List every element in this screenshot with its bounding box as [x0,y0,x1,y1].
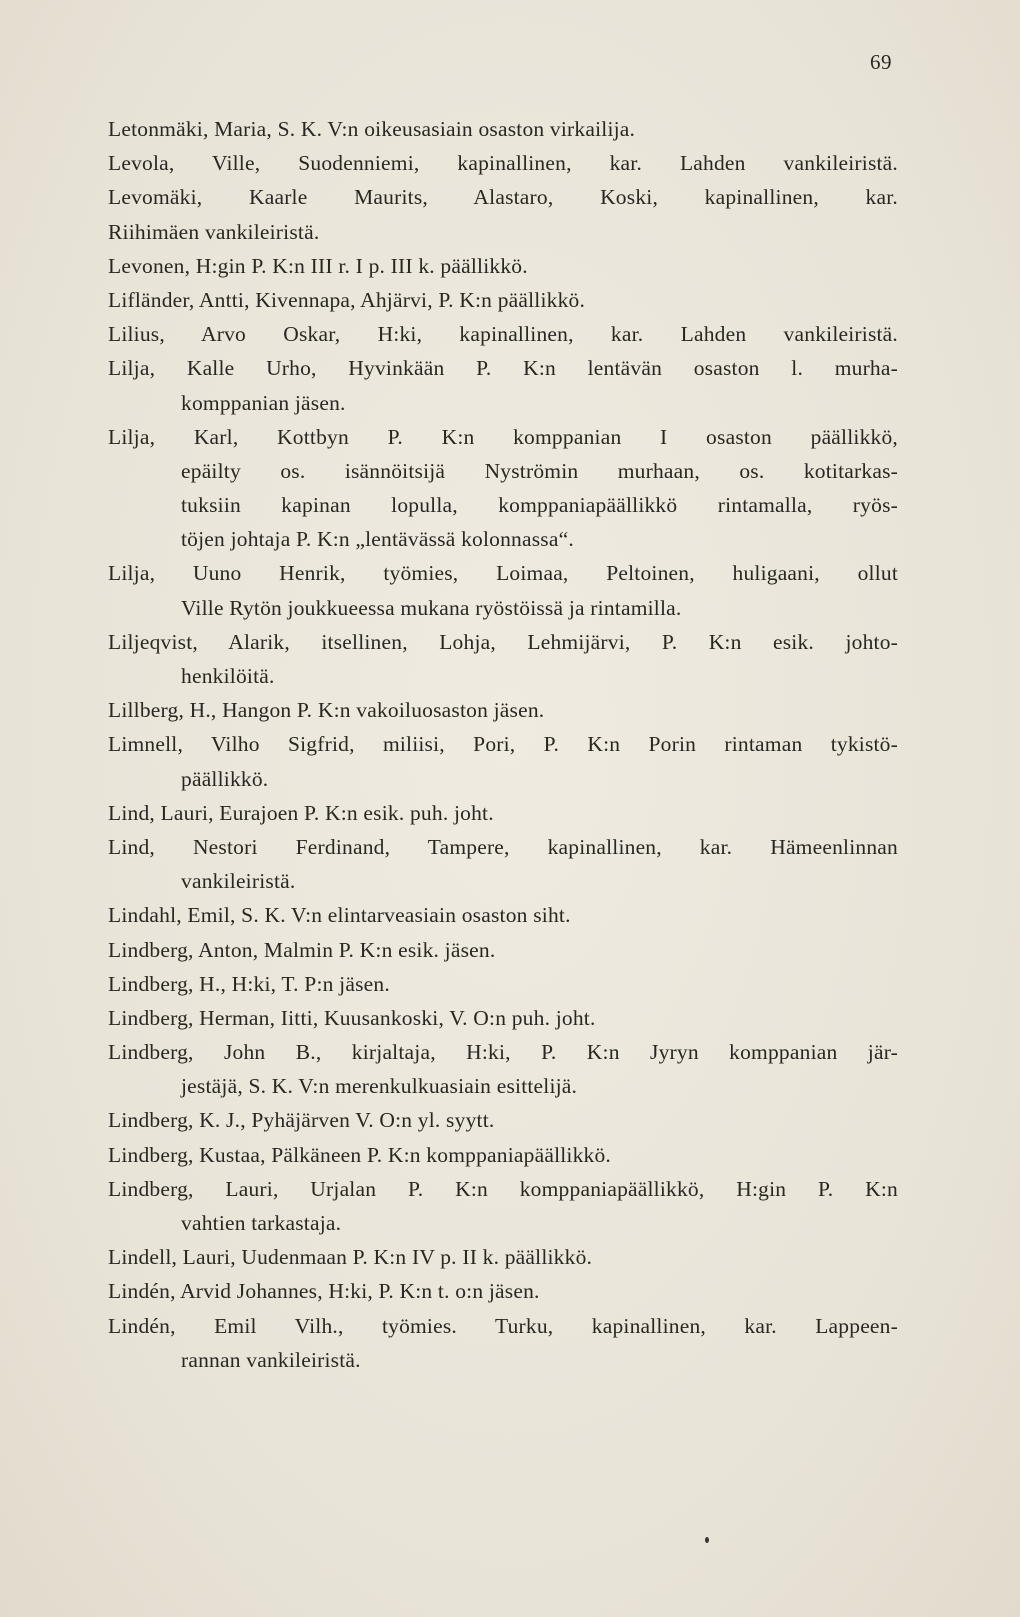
entry-line: Lindberg, H., H:ki, T. P:n jäsen. [108,971,390,996]
entry-line: Liljeqvist, Alarik, itsellinen, Lohja, Lehmijärvi, P. K:n esik. johto- [108,629,898,654]
print-speck [705,1537,709,1543]
entry-continuation-line: rannan vankileiristä. [181,1347,361,1372]
entry-continuation-line: henkilöitä. [181,664,275,688]
entry-continuation-line: jestäjä, S. K. V:n merenkulkuasiain esittelijä. [181,1074,578,1099]
entry-line: Levomäki, Kaarle Maurits, Alastaro, Koski, kapinallinen, kar. [108,185,898,210]
entry-line: Letonmäki, Maria, S. K. V:n oikeusasiain osaston virkailija. [108,117,636,141]
entry-line: Lindberg, Lauri, Urjalan P. K:n komppaniapäällikkö, H:gin P. K:n [108,1176,898,1201]
entry-continuation-line: vankileiristä. [181,869,296,894]
entry-line: Lindberg, Kustaa, Pälkäneen P. K:n komppaniapäällikkö. [108,1142,612,1167]
entry-line: Limnell, Vilho Sigfrid, miliisi, Pori, P. K:n Porin rintaman tykistö- [108,732,898,757]
entry-line: Lind, Lauri, Eurajoen P. K:n esik. puh. joht. [108,800,494,825]
register-entries [108,112,898,1377]
entry-line: Lindberg, John B., kirjaltaja, H:ki, P. K:n Jyryn komppanian jär- [108,1040,898,1065]
entry-continuation-line: töjen johtaja P. K:n „lentävässä kolonnassa“. [181,527,574,552]
entry-continuation-line: vahtien tarkastaja. [181,1211,342,1235]
entry-line: Levonen, H:gin P. K:n III r. I p. III k. päällikkö. [108,253,528,278]
entry-line: Riihimäen vankileiristä. [108,219,320,244]
entry-line: Lindberg, Herman, Iitti, Kuusankoski, V. O:n puh. joht. [108,1005,596,1030]
entry-line: Lindén, Emil Vilh., työmies. Turku, kapinallinen, kar. Lappeen- [108,1313,898,1338]
entry-line: Lindahl, Emil, S. K. V:n elintarveasiain osaston siht. [108,903,571,928]
entry-line: Levola, Ville, Suodenniemi, kapinallinen, kar. Lahden vankileiristä. [108,151,898,176]
entry-line: Lindell, Lauri, Uudenmaan P. K:n IV p. II k. päällikkö. [108,1245,593,1270]
entry-continuation-line: epäilty os. isännöitsijä Nyströmin murhaan, os. kotitarkas- [181,458,898,483]
entry-continuation-line: tuksiin kapinan lopulla, komppaniapäällikkö rintamalla, ryös- [181,493,898,518]
entry-line: Lifländer, Antti, Kivennapa, Ahjärvi, P. K:n päällikkö. [108,287,586,312]
entry-continuation-line: komppanian jäsen. [181,390,346,415]
entry-line: Lilja, Uuno Henrik, työmies, Loimaa, Peltoinen, huligaani, ollut [108,561,898,586]
entry-line: Lind, Nestori Ferdinand, Tampere, kapinallinen, kar. Hämeenlinnan [108,834,898,859]
entry-line: Lindén, Arvid Johannes, H:ki, P. K:n t. o:n jäsen. [108,1279,540,1304]
entry-continuation-line: Ville Rytön joukkueessa mukana ryöstöissä ja rintamilla. [181,595,682,620]
entry-line: Lindberg, K. J., Pyhäjärven V. O:n yl. syytt. [108,1108,495,1133]
page-number: 69 [870,50,892,74]
entry-line: Lilja, Karl, Kottbyn P. K:n komppanian I osaston päällikkö, [108,424,898,449]
entry-line: Lilius, Arvo Oskar, H:ki, kapinallinen, kar. Lahden vankileiristä. [108,322,898,347]
entry-line: Lilja, Kalle Urho, Hyvinkään P. K:n lentävän osaston l. murha- [108,356,898,381]
entry-line: Lillberg, H., Hangon P. K:n vakoiluosaston jäsen. [108,698,545,723]
entry-line: Lindberg, Anton, Malmin P. K:n esik. jäsen. [108,937,496,962]
entry-continuation-line: päällikkö. [181,766,269,791]
